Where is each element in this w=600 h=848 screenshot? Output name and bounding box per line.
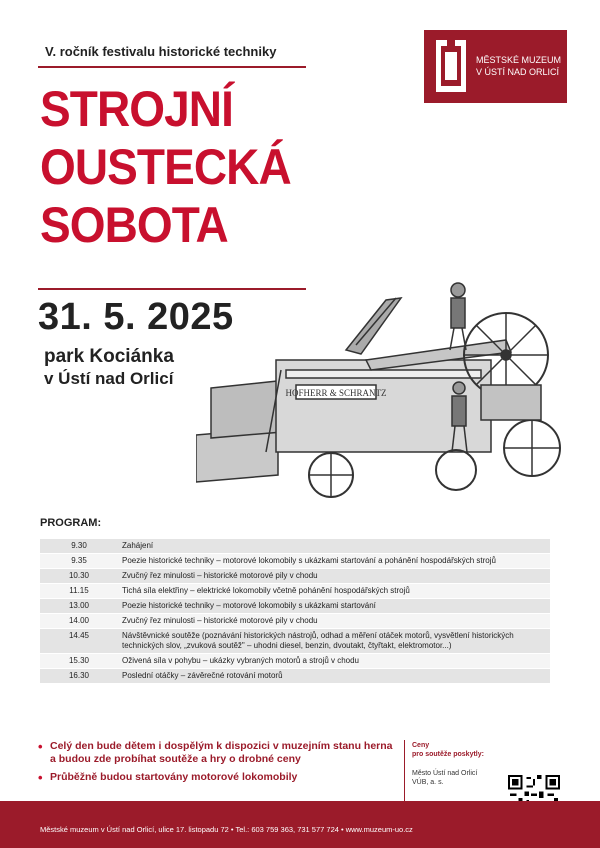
museum-logo <box>424 30 567 103</box>
program-time: 13.00 <box>40 599 118 613</box>
table-row <box>40 569 550 583</box>
program-text: Poezie historické techniky – motorové lokomobily s ukázkami startování a pohánění hospodářských strojů <box>118 554 550 568</box>
program-time: 10.30 <box>40 569 118 583</box>
program-text: Tichá síla elektřiny – elektrické lokomobily včetně pohánění hospodářských strojů <box>118 584 550 598</box>
program-time: 11.15 <box>40 584 118 598</box>
program-text: Zahájení <box>118 539 550 553</box>
program-label: PROGRAM: <box>40 517 102 529</box>
sponsor-name: VÚB, a. s. <box>412 779 444 786</box>
program-time: 16.30 <box>40 669 118 683</box>
footer-bar <box>0 801 600 848</box>
festival-subtitle: V. ročník festivalu historické techniky <box>45 44 277 59</box>
divider <box>38 66 306 68</box>
sponsor-name: Město Ústí nad Orlicí <box>412 770 478 777</box>
program-text: Poslední otáčky – závěrečné rotování motorů <box>118 669 550 683</box>
museum-logo-icon <box>436 40 466 92</box>
venue-town: v Ústí nad Orlicí <box>44 369 174 388</box>
prizes-heading-line-1: Ceny <box>412 742 430 749</box>
table-row <box>40 669 550 683</box>
table-row <box>40 629 550 653</box>
program-time: 15.30 <box>40 654 118 668</box>
program-text: Oživená síla v pohybu – ukázky vybraných motorů a strojů v chodu <box>118 654 550 668</box>
program-text: Zvučný řez minulosti – historické motorové pily v chodu <box>118 614 550 628</box>
venue-park: park Kociánka <box>44 346 174 367</box>
divider <box>404 740 405 802</box>
program-table <box>40 538 550 684</box>
program-time: 9.35 <box>40 554 118 568</box>
prizes-heading <box>412 741 484 759</box>
machine-sign: HOFHERR & SCHRANTZ <box>285 388 387 398</box>
table-row <box>40 614 550 628</box>
program-time: 14.00 <box>40 614 118 628</box>
program-text: Návštěvnické soutěže (poznávání historických nástrojů, odhad a měření otáček motorů, vysvětlení historických technických slov, „zvuková soutěž" – uhodni diesel, benzin, dvoutakt, čtyřtakt, elektromotor...) <box>118 629 550 653</box>
list-item: • Celý den bude dětem i dospělým k dispozici v muzejním stanu herna a budou zde probíhat soutěže a hry o drobné ceny <box>38 740 398 766</box>
program-text: Zvučný řez minulosti – historické motorové pily v chodu <box>118 569 550 583</box>
logo-line-1: MĚSTSKÉ MUZEUM <box>476 55 562 65</box>
prize-sponsors <box>412 741 484 787</box>
table-row <box>40 599 550 613</box>
table-row <box>40 554 550 568</box>
logo-line-2: V ÚSTÍ NAD ORLICÍ <box>476 67 560 77</box>
program-time: 9.30 <box>40 539 118 553</box>
table-row <box>40 654 550 668</box>
program-time: 14.45 <box>40 629 118 653</box>
title-line-3: SOBOTA <box>40 197 228 253</box>
table-row <box>40 584 550 598</box>
title-line-2: OUSTECKÁ <box>40 139 291 195</box>
threshing-machine-illustration <box>196 270 586 520</box>
event-date: 31. 5. 2025 <box>38 296 234 338</box>
prizes-heading-line-2: pro soutěže poskytly: <box>412 751 484 758</box>
info-bullets <box>38 740 398 789</box>
footer-contact: Městské muzeum v Ústí nad Orlicí, ulice 17. listopadu 72 • Tel.: 603 759 363, 731 577 724 • www.muzeum-uo.cz <box>40 825 413 834</box>
list-item: • Průběžně budou startovány motorové lokomobily <box>38 771 398 784</box>
table-row <box>40 539 550 553</box>
program-text: Poezie historické techniky – motorové lokomobily s ukázkami startování <box>118 599 550 613</box>
title-line-1: STROJNÍ <box>40 81 233 137</box>
